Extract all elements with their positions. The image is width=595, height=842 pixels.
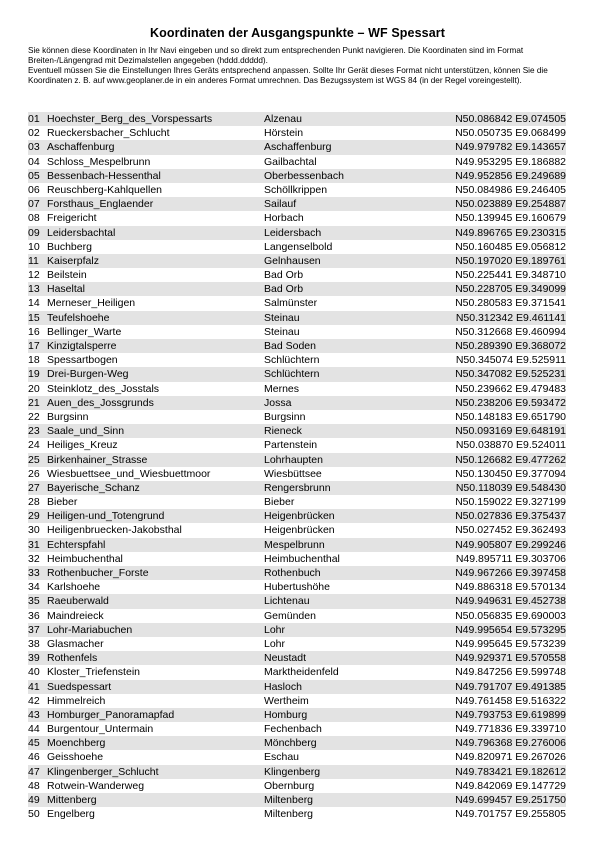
- route-name: Suedspessart: [47, 680, 112, 693]
- table-row: [28, 694, 566, 708]
- table-row: [28, 708, 566, 722]
- row-number: 08: [28, 212, 40, 225]
- table-row: [28, 552, 566, 566]
- table-row: [28, 438, 566, 452]
- route-name: Rueckersbacher_Schlucht: [47, 127, 170, 140]
- coordinates: N49.953295 E9.186882: [455, 155, 566, 168]
- place-name: Lohr: [264, 623, 286, 636]
- place-name: Mespelbrunn: [264, 538, 325, 551]
- route-name: Heiliges_Kreuz: [47, 439, 118, 452]
- row-number: 14: [28, 297, 40, 310]
- intro-text: [28, 46, 570, 86]
- row-number: 25: [28, 453, 40, 466]
- table-row: [28, 538, 566, 552]
- route-name: Heiligenbruecken-Jakobsthal: [47, 524, 182, 537]
- place-name: Obernburg: [264, 779, 315, 792]
- place-name: Rothenbuch: [264, 567, 321, 579]
- table-row: [28, 367, 566, 381]
- coordinates: N49.796368 E9.276006: [455, 737, 566, 750]
- route-name: Rothenfels: [47, 652, 98, 665]
- coordinates: N50.139945 E9.160679: [455, 212, 566, 225]
- coordinates: N49.847256 E9.599748: [455, 666, 566, 679]
- row-number: 47: [28, 765, 40, 778]
- table-row: [28, 382, 566, 396]
- route-name: Beilstein: [47, 269, 87, 282]
- route-name: Rotwein-Wanderweg: [47, 779, 145, 792]
- route-name: Saale_und_Sinn: [47, 425, 125, 438]
- route-name: Heiligen-und_Totengrund: [47, 510, 165, 523]
- table-row: [28, 112, 566, 126]
- place-name: Bad Soden: [264, 340, 316, 352]
- coordinates: N50.027452 E9.362493: [455, 524, 566, 537]
- row-number: 27: [28, 481, 40, 494]
- coordinates: N49.783421 E9.182612: [455, 765, 566, 778]
- place-name: Schöllkrippen: [264, 183, 328, 196]
- route-name: Aschaffenburg: [47, 141, 115, 154]
- place-name: Marktheidenfeld: [264, 666, 339, 679]
- table-row: [28, 779, 566, 793]
- row-number: 42: [28, 694, 40, 707]
- table-row: [28, 140, 566, 154]
- page-title: Koordinaten der Ausgangspunkte – WF Spessart: [150, 26, 445, 40]
- coordinates: N50.238206 E9.593472: [455, 396, 566, 409]
- place-name: Heigenbrücken: [264, 524, 335, 537]
- row-number: 46: [28, 751, 40, 764]
- coordinates: N50.197020 E9.189761: [455, 254, 566, 267]
- row-number: 15: [28, 311, 40, 324]
- coordinates: N49.979782 E9.143657: [455, 141, 566, 154]
- route-name: Engelberg: [47, 808, 95, 821]
- row-number: 35: [28, 595, 40, 608]
- route-name: Bayerische_Schanz: [47, 481, 140, 494]
- coordinates: N50.093169 E9.648191: [455, 425, 566, 438]
- row-number: 37: [28, 623, 40, 636]
- table-row: [28, 254, 566, 268]
- coordinates: N50.027836 E9.375437: [455, 510, 566, 523]
- place-name: Bad Orb: [264, 283, 304, 296]
- place-name: Homburg: [264, 708, 308, 721]
- table-row: [28, 183, 566, 197]
- place-name: Mernes: [264, 382, 300, 395]
- row-number: 10: [28, 240, 40, 253]
- table-row: [28, 765, 566, 779]
- table-row: [28, 594, 566, 608]
- coordinates-table: [28, 112, 566, 821]
- table-row: [28, 126, 566, 140]
- row-number: 41: [28, 680, 40, 693]
- table-row: [28, 155, 566, 169]
- row-number: 36: [28, 609, 40, 622]
- row-number: 23: [28, 425, 40, 438]
- row-number: 26: [28, 467, 40, 480]
- table-row: [28, 580, 566, 594]
- route-name: Merneser_Heiligen: [47, 297, 136, 310]
- coordinates: N49.842069 E9.147729: [455, 779, 566, 792]
- route-name: Bessenbach-Hessenthal: [47, 169, 161, 182]
- table-row: [28, 623, 566, 637]
- route-name: Bieber: [47, 496, 78, 509]
- table-row: [28, 736, 566, 750]
- row-number: 20: [28, 382, 40, 395]
- row-number: 06: [28, 183, 40, 196]
- row-number: 01: [28, 113, 40, 125]
- route-name: Raeuberwald: [47, 595, 109, 608]
- coordinates: N50.050735 E9.068499: [455, 127, 566, 140]
- place-name: Hörstein: [264, 127, 304, 140]
- coordinates: N49.905807 E9.299246: [455, 538, 566, 551]
- route-name: Kinzigtalsperre: [47, 340, 117, 352]
- table-row: [28, 296, 566, 310]
- route-name: Reuschberg-Kahlquellen: [47, 183, 162, 196]
- table-row: [28, 282, 566, 296]
- coordinates: N49.895711 E9.303706: [455, 552, 566, 565]
- coordinates: N50.038870 E9.524011: [455, 439, 566, 452]
- coordinates: N49.967266 E9.397458: [455, 567, 566, 579]
- route-name: Leidersbachtal: [47, 226, 116, 239]
- table-row: [28, 353, 566, 367]
- table-row: [28, 637, 566, 651]
- place-name: Bieber: [264, 496, 295, 509]
- row-number: 29: [28, 510, 40, 523]
- table-row: [28, 750, 566, 764]
- place-name: Salmünster: [264, 297, 318, 310]
- table-row: [28, 722, 566, 736]
- route-name: Forsthaus_Englaender: [47, 198, 154, 211]
- coordinates: N50.289390 E9.368072: [455, 340, 566, 352]
- place-name: Miltenberg: [264, 794, 314, 806]
- coordinates: N50.023889 E9.254887: [455, 198, 566, 211]
- table-row: [28, 793, 566, 807]
- place-name: Fechenbach: [264, 723, 322, 736]
- coordinates: N50.312668 E9.460994: [455, 325, 566, 338]
- row-number: 18: [28, 354, 40, 367]
- table-row: [28, 240, 566, 254]
- coordinates: N49.995645 E9.573239: [455, 637, 566, 650]
- route-name: Mittenberg: [47, 794, 97, 806]
- place-name: Lohr: [264, 637, 286, 650]
- table-row: [28, 197, 566, 211]
- coordinates: N50.126682 E9.477262: [455, 453, 566, 466]
- row-number: 43: [28, 708, 40, 721]
- row-number: 44: [28, 723, 40, 736]
- place-name: Steinau: [264, 311, 300, 324]
- place-name: Burgsinn: [264, 410, 306, 423]
- table-row: [28, 609, 566, 623]
- place-name: Wiesbüttsee: [264, 467, 322, 480]
- route-name: Homburger_Panoramapfad: [47, 708, 175, 721]
- place-name: Aschaffenburg: [264, 141, 332, 154]
- place-name: Oberbessenbach: [264, 169, 344, 182]
- coordinates: N50.159022 E9.327199: [455, 496, 566, 509]
- coordinates: N50.084986 E9.246405: [455, 183, 566, 196]
- coordinates: N49.995654 E9.573295: [455, 623, 566, 636]
- row-number: 11: [28, 254, 39, 267]
- route-name: Lohr-Mariabuchen: [47, 623, 133, 636]
- table-row: [28, 339, 566, 353]
- coordinates: N49.701757 E9.255805: [455, 808, 566, 821]
- coordinates: N49.886318 E9.570134: [455, 581, 566, 594]
- place-name: Schlüchtern: [264, 368, 320, 381]
- row-number: 16: [28, 325, 40, 338]
- route-name: Haseltal: [47, 283, 85, 296]
- place-name: Lichtenau: [264, 595, 310, 608]
- table-row: [28, 665, 566, 679]
- route-name: Bellinger_Warte: [47, 325, 122, 338]
- route-name: Rothenbucher_Forste: [47, 567, 149, 579]
- table-row: [28, 807, 566, 821]
- place-name: Hasloch: [264, 680, 302, 693]
- intro-paragraph-1: Sie können diese Koordinaten in Ihr Navi eingeben und so direkt zum entsprechenden Punkt navigieren. Die Koordinaten sind im Format Breiten-/Längengrad mit Dezimalstellen angegeben (hddd.ddddd).: [28, 46, 524, 65]
- row-number: 45: [28, 737, 40, 750]
- coordinates: N49.929371 E9.570558: [455, 652, 566, 665]
- place-name: Leidersbach: [264, 226, 322, 239]
- coordinates: N50.312342 E9.461141: [455, 311, 566, 324]
- route-name: Echterspfahl: [47, 538, 106, 551]
- route-name: Schloss_Mespelbrunn: [47, 155, 151, 168]
- route-name: Glasmacher: [47, 637, 104, 650]
- route-name: Drei-Burgen-Weg: [47, 368, 129, 381]
- place-name: Rengersbrunn: [264, 481, 331, 494]
- table-row: [28, 268, 566, 282]
- route-name: Burgsinn: [47, 410, 89, 423]
- route-name: Buchberg: [47, 240, 92, 253]
- table-row: [28, 396, 566, 410]
- row-number: 28: [28, 496, 40, 509]
- coordinates: N49.952856 E9.249689: [455, 169, 566, 182]
- place-name: Miltenberg: [264, 808, 314, 821]
- coordinates: N50.347082 E9.525231: [455, 368, 566, 381]
- place-name: Heimbuchenthal: [264, 552, 340, 565]
- table-row: [28, 566, 566, 580]
- place-name: Gailbachtal: [264, 155, 317, 168]
- row-number: 05: [28, 169, 40, 182]
- coordinates: N50.228705 E9.349099: [455, 283, 566, 296]
- table-row: [28, 211, 566, 225]
- place-name: Steinau: [264, 325, 300, 338]
- route-name: Kaiserpfalz: [47, 254, 99, 267]
- row-number: 07: [28, 198, 40, 211]
- route-name: Teufelshoehe: [47, 311, 110, 324]
- route-name: Wiesbuettsee_und_Wiesbuettmoor: [47, 467, 211, 480]
- table-row: [28, 481, 566, 495]
- row-number: 03: [28, 141, 40, 154]
- route-name: Maindreieck: [47, 609, 104, 622]
- place-name: Gemünden: [264, 609, 316, 622]
- table-row: [28, 169, 566, 183]
- table-row: [28, 410, 566, 424]
- place-name: Schlüchtern: [264, 354, 320, 367]
- route-name: Geisshoehe: [47, 751, 104, 764]
- row-number: 12: [28, 269, 40, 282]
- route-name: Hoechster_Berg_des_Vorspessarts: [47, 113, 213, 125]
- row-number: 24: [28, 439, 40, 452]
- row-number: 13: [28, 283, 40, 296]
- place-name: Wertheim: [264, 694, 309, 707]
- route-name: Moenchberg: [47, 737, 106, 750]
- place-name: Horbach: [264, 212, 304, 225]
- place-name: Langenselbold: [264, 240, 333, 253]
- coordinates: N50.118039 E9.548430: [455, 481, 566, 494]
- route-name: Burgentour_Untermain: [47, 723, 154, 736]
- place-name: Klingenberg: [264, 765, 321, 778]
- row-number: 39: [28, 652, 40, 665]
- route-name: Auen_des_Jossgrunds: [47, 396, 154, 409]
- route-name: Birkenhainer_Strasse: [47, 453, 148, 466]
- table-row: [28, 509, 566, 523]
- coordinates: N49.761458 E9.516322: [455, 694, 566, 707]
- coordinates: N50.225441 E9.348710: [455, 269, 566, 282]
- route-name: Himmelreich: [47, 694, 106, 707]
- table-row: [28, 311, 566, 325]
- row-number: 50: [28, 808, 40, 821]
- row-number: 34: [28, 581, 40, 594]
- coordinates: N49.949631 E9.452738: [455, 595, 566, 608]
- intro-paragraph-2: Eventuell müssen Sie die Einstellungen Ihres Geräts entsprechend anpassen. Sollte Ihr Gerät dieses Format nicht unterstützen, können Sie die Koordinaten z. B. auf www.geoplaner.de in ein anderes Format umrechnen. Das Bezugssystem ist WGS 84 (in der Regel voreingestellt).: [28, 66, 548, 85]
- table-row: [28, 467, 566, 481]
- table-row: [28, 680, 566, 694]
- row-number: 48: [28, 779, 40, 792]
- coordinates: N50.345074 E9.525911: [455, 354, 566, 367]
- coordinates: N50.130450 E9.377094: [455, 467, 566, 480]
- coordinates: N49.791707 E9.491385: [455, 680, 566, 693]
- place-name: Rieneck: [264, 425, 302, 438]
- row-number: 02: [28, 127, 40, 140]
- row-number: 30: [28, 524, 40, 537]
- place-name: Bad Orb: [264, 269, 304, 282]
- route-name: Spessartbogen: [47, 354, 118, 367]
- place-name: Gelnhausen: [264, 254, 321, 267]
- coordinates: N49.820971 E9.267026: [455, 751, 566, 764]
- row-number: 09: [28, 226, 40, 239]
- row-number: 33: [28, 567, 40, 579]
- place-name: Mönchberg: [264, 737, 317, 750]
- route-name: Klingenberger_Schlucht: [47, 765, 159, 778]
- coordinates: N50.280583 E9.371541: [455, 297, 566, 310]
- table-row: [28, 453, 566, 467]
- place-name: Hubertushöhe: [264, 581, 330, 594]
- coordinates: N49.896765 E9.230315: [455, 226, 566, 239]
- place-name: Sailauf: [264, 198, 297, 211]
- table-row: [28, 651, 566, 665]
- table-row: [28, 495, 566, 509]
- route-name: Kloster_Triefenstein: [47, 666, 140, 679]
- route-name: Karlshoehe: [47, 581, 101, 594]
- coordinates: N50.239662 E9.479483: [455, 382, 566, 395]
- coordinates: N50.160485 E9.056812: [455, 240, 566, 253]
- route-name: Freigericht: [47, 212, 97, 225]
- row-number: 31: [28, 538, 40, 551]
- route-name: Heimbuchenthal: [47, 552, 123, 565]
- coordinates: N50.056835 E9.690003: [455, 609, 566, 622]
- table-row: [28, 424, 566, 438]
- table-row: [28, 523, 566, 537]
- row-number: 38: [28, 637, 40, 650]
- row-number: 32: [28, 552, 40, 565]
- place-name: Alzenau: [264, 113, 302, 125]
- table-row: [28, 325, 566, 339]
- table-row: [28, 226, 566, 240]
- row-number: 40: [28, 666, 40, 679]
- place-name: Neustadt: [264, 652, 307, 665]
- place-name: Lohrhaupten: [264, 453, 323, 466]
- row-number: 49: [28, 794, 40, 806]
- place-name: Eschau: [264, 751, 300, 764]
- row-number: 04: [28, 155, 40, 168]
- place-name: Partenstein: [264, 439, 318, 452]
- route-name: Steinklotz_des_Josstals: [47, 382, 160, 395]
- coordinates: N49.699457 E9.251750: [455, 794, 566, 806]
- coordinates: N50.148183 E9.651790: [455, 410, 566, 423]
- row-number: 17: [28, 340, 40, 352]
- row-number: 22: [28, 410, 40, 423]
- coordinates: N49.793753 E9.619899: [455, 708, 566, 721]
- place-name: Jossa: [264, 396, 292, 409]
- row-number: 21: [28, 396, 40, 409]
- row-number: 19: [28, 368, 40, 381]
- place-name: Heigenbrücken: [264, 510, 335, 523]
- coordinates: N49.771836 E9.339710: [455, 723, 566, 736]
- coordinates: N50.086842 E9.074505: [455, 113, 566, 125]
